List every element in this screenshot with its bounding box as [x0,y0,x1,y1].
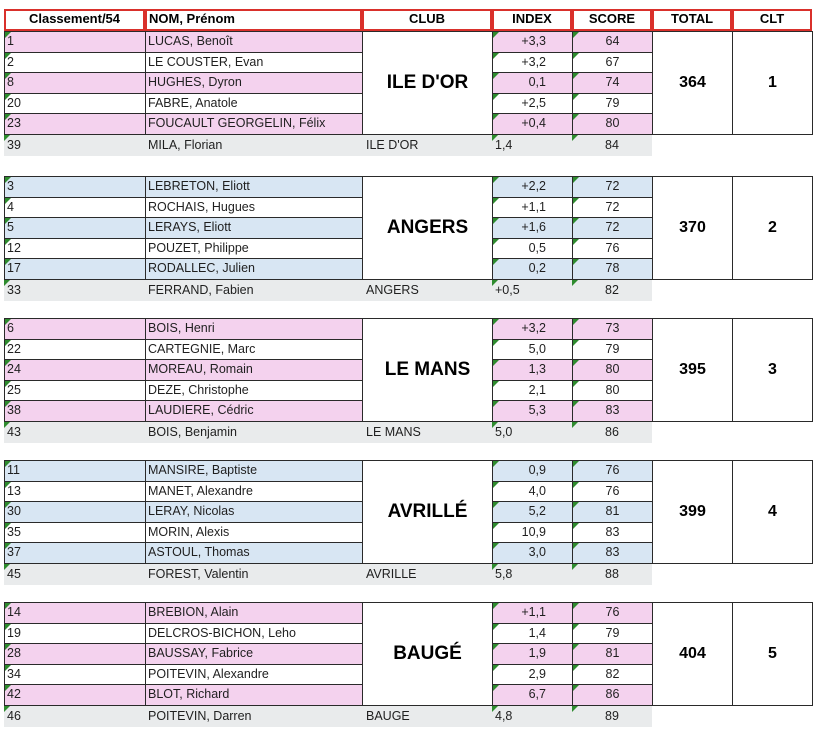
team-total[interactable]: 395 [652,318,733,422]
rank-cell[interactable]: 24 [4,359,146,381]
score-cell[interactable]: 83 [572,542,653,564]
name-cell[interactable]: BREBION, Alain [145,602,363,624]
score-cell[interactable]: 82 [572,664,653,686]
rank-cell[interactable]: 30 [4,501,146,523]
extra-index-cell[interactable]: 1,4 [492,135,572,156]
rank-cell[interactable]: 3 [4,176,146,198]
score-cell[interactable]: 79 [572,93,653,115]
rank-cell[interactable]: 38 [4,400,146,422]
extra-club-cell[interactable]: ILE D'OR [362,135,492,156]
index-cell[interactable]: 0,1 [492,72,573,94]
index-cell[interactable]: 1,9 [492,643,573,665]
index-cell[interactable]: 5,3 [492,400,573,422]
index-cell[interactable]: 2,1 [492,380,573,402]
name-cell[interactable]: BAUSSAY, Fabrice [145,643,363,665]
club-name[interactable]: AVRILLÉ [362,460,493,564]
rank-cell[interactable]: 6 [4,318,146,340]
extra-score-cell[interactable]: 88 [572,564,652,585]
name-cell[interactable]: MANET, Alexandre [145,481,363,503]
name-cell[interactable]: LAUDIERE, Cédric [145,400,363,422]
index-cell[interactable]: 5,2 [492,501,573,523]
extra-rank-cell[interactable]: 43 [4,422,145,443]
rank-cell[interactable]: 42 [4,684,146,706]
score-cell[interactable]: 81 [572,501,653,523]
extra-index-cell[interactable]: 4,8 [492,706,572,727]
extra-rank-cell[interactable]: 39 [4,135,145,156]
score-cell[interactable]: 83 [572,400,653,422]
score-cell[interactable]: 80 [572,113,653,135]
team-rank[interactable]: 2 [732,176,813,280]
name-cell[interactable]: MORIN, Alexis [145,522,363,544]
rank-cell[interactable]: 1 [4,31,146,53]
rank-cell[interactable]: 35 [4,522,146,544]
rank-cell[interactable]: 20 [4,93,146,115]
score-cell[interactable]: 79 [572,339,653,361]
team-rank[interactable]: 1 [732,31,813,135]
score-cell[interactable]: 80 [572,359,653,381]
extra-score-cell[interactable]: 82 [572,280,652,301]
name-cell[interactable]: RODALLEC, Julien [145,258,363,280]
name-cell[interactable]: LE COUSTER, Evan [145,52,363,74]
rank-cell[interactable]: 2 [4,52,146,74]
extra-club-cell[interactable]: BAUGE [362,706,492,727]
score-cell[interactable]: 76 [572,238,653,260]
extra-name-cell[interactable]: BOIS, Benjamin [145,422,362,443]
rank-cell[interactable]: 11 [4,460,146,482]
club-name[interactable]: ILE D'OR [362,31,493,135]
score-cell[interactable]: 76 [572,460,653,482]
header-clt[interactable]: CLT [732,9,812,31]
extra-index-cell[interactable]: 5,0 [492,422,572,443]
name-cell[interactable]: LUCAS, Benoît [145,31,363,53]
extra-score-cell[interactable]: 86 [572,422,652,443]
score-cell[interactable]: 81 [572,643,653,665]
rank-cell[interactable]: 28 [4,643,146,665]
index-cell[interactable]: 3,0 [492,542,573,564]
score-cell[interactable]: 72 [572,197,653,219]
name-cell[interactable]: MOREAU, Romain [145,359,363,381]
name-cell[interactable]: BLOT, Richard [145,684,363,706]
extra-name-cell[interactable]: MILA, Florian [145,135,362,156]
index-cell[interactable]: 0,5 [492,238,573,260]
index-cell[interactable]: 0,2 [492,258,573,280]
team-total[interactable]: 364 [652,31,733,135]
index-cell[interactable]: +1,6 [492,217,573,239]
index-cell[interactable]: 10,9 [492,522,573,544]
club-name[interactable]: BAUGÉ [362,602,493,706]
header-rank[interactable]: Classement/54 [4,9,145,31]
rank-cell[interactable]: 34 [4,664,146,686]
extra-name-cell[interactable]: POITEVIN, Darren [145,706,362,727]
index-cell[interactable]: +3,2 [492,52,573,74]
team-total[interactable]: 399 [652,460,733,564]
score-cell[interactable]: 79 [572,623,653,645]
score-cell[interactable]: 78 [572,258,653,280]
header-score[interactable]: SCORE [572,9,652,31]
name-cell[interactable]: BOIS, Henri [145,318,363,340]
index-cell[interactable]: +2,2 [492,176,573,198]
extra-name-cell[interactable]: FERRAND, Fabien [145,280,362,301]
index-cell[interactable]: 5,0 [492,339,573,361]
extra-club-cell[interactable]: LE MANS [362,422,492,443]
name-cell[interactable]: LERAY, Nicolas [145,501,363,523]
rank-cell[interactable]: 5 [4,217,146,239]
score-cell[interactable]: 83 [572,522,653,544]
rank-cell[interactable]: 17 [4,258,146,280]
name-cell[interactable]: LEBRETON, Eliott [145,176,363,198]
index-cell[interactable]: +2,5 [492,93,573,115]
index-cell[interactable]: 1,3 [492,359,573,381]
team-rank[interactable]: 3 [732,318,813,422]
header-club[interactable]: CLUB [362,9,492,31]
score-cell[interactable]: 86 [572,684,653,706]
club-name[interactable]: ANGERS [362,176,493,280]
score-cell[interactable]: 64 [572,31,653,53]
name-cell[interactable]: CARTEGNIE, Marc [145,339,363,361]
index-cell[interactable]: 4,0 [492,481,573,503]
name-cell[interactable]: ASTOUL, Thomas [145,542,363,564]
score-cell[interactable]: 73 [572,318,653,340]
name-cell[interactable]: POUZET, Philippe [145,238,363,260]
score-cell[interactable]: 76 [572,602,653,624]
extra-name-cell[interactable]: FOREST, Valentin [145,564,362,585]
name-cell[interactable]: ROCHAIS, Hugues [145,197,363,219]
team-total[interactable]: 404 [652,602,733,706]
score-cell[interactable]: 76 [572,481,653,503]
team-total[interactable]: 370 [652,176,733,280]
index-cell[interactable]: +0,4 [492,113,573,135]
extra-index-cell[interactable]: +0,5 [492,280,572,301]
index-cell[interactable]: +1,1 [492,197,573,219]
index-cell[interactable]: +1,1 [492,602,573,624]
index-cell[interactable]: 0,9 [492,460,573,482]
team-rank[interactable]: 5 [732,602,813,706]
score-cell[interactable]: 72 [572,217,653,239]
index-cell[interactable]: 1,4 [492,623,573,645]
extra-score-cell[interactable]: 84 [572,135,652,156]
extra-score-cell[interactable]: 89 [572,706,652,727]
score-cell[interactable]: 67 [572,52,653,74]
header-total[interactable]: TOTAL [652,9,732,31]
extra-rank-cell[interactable]: 33 [4,280,145,301]
team-rank[interactable]: 4 [732,460,813,564]
rank-cell[interactable]: 14 [4,602,146,624]
name-cell[interactable]: DELCROS-BICHON, Leho [145,623,363,645]
rank-cell[interactable]: 23 [4,113,146,135]
index-cell[interactable]: +3,2 [492,318,573,340]
index-cell[interactable]: 2,9 [492,664,573,686]
rank-cell[interactable]: 13 [4,481,146,503]
extra-index-cell[interactable]: 5,8 [492,564,572,585]
rank-cell[interactable]: 37 [4,542,146,564]
extra-rank-cell[interactable]: 46 [4,706,145,727]
name-cell[interactable]: POITEVIN, Alexandre [145,664,363,686]
rank-cell[interactable]: 22 [4,339,146,361]
extra-club-cell[interactable]: AVRILLE [362,564,492,585]
name-cell[interactable]: FOUCAULT GEORGELIN, Félix [145,113,363,135]
club-name[interactable]: LE MANS [362,318,493,422]
name-cell[interactable]: MANSIRE, Baptiste [145,460,363,482]
extra-rank-cell[interactable]: 45 [4,564,145,585]
index-cell[interactable]: +3,3 [492,31,573,53]
index-cell[interactable]: 6,7 [492,684,573,706]
header-name[interactable]: NOM, Prénom [145,9,362,31]
score-cell[interactable]: 72 [572,176,653,198]
rank-cell[interactable]: 12 [4,238,146,260]
rank-cell[interactable]: 19 [4,623,146,645]
rank-cell[interactable]: 25 [4,380,146,402]
score-cell[interactable]: 80 [572,380,653,402]
name-cell[interactable]: HUGHES, Dyron [145,72,363,94]
header-index[interactable]: INDEX [492,9,572,31]
score-cell[interactable]: 74 [572,72,653,94]
name-cell[interactable]: DEZE, Christophe [145,380,363,402]
rank-cell[interactable]: 4 [4,197,146,219]
name-cell[interactable]: FABRE, Anatole [145,93,363,115]
rank-cell[interactable]: 8 [4,72,146,94]
name-cell[interactable]: LERAYS, Eliott [145,217,363,239]
extra-club-cell[interactable]: ANGERS [362,280,492,301]
